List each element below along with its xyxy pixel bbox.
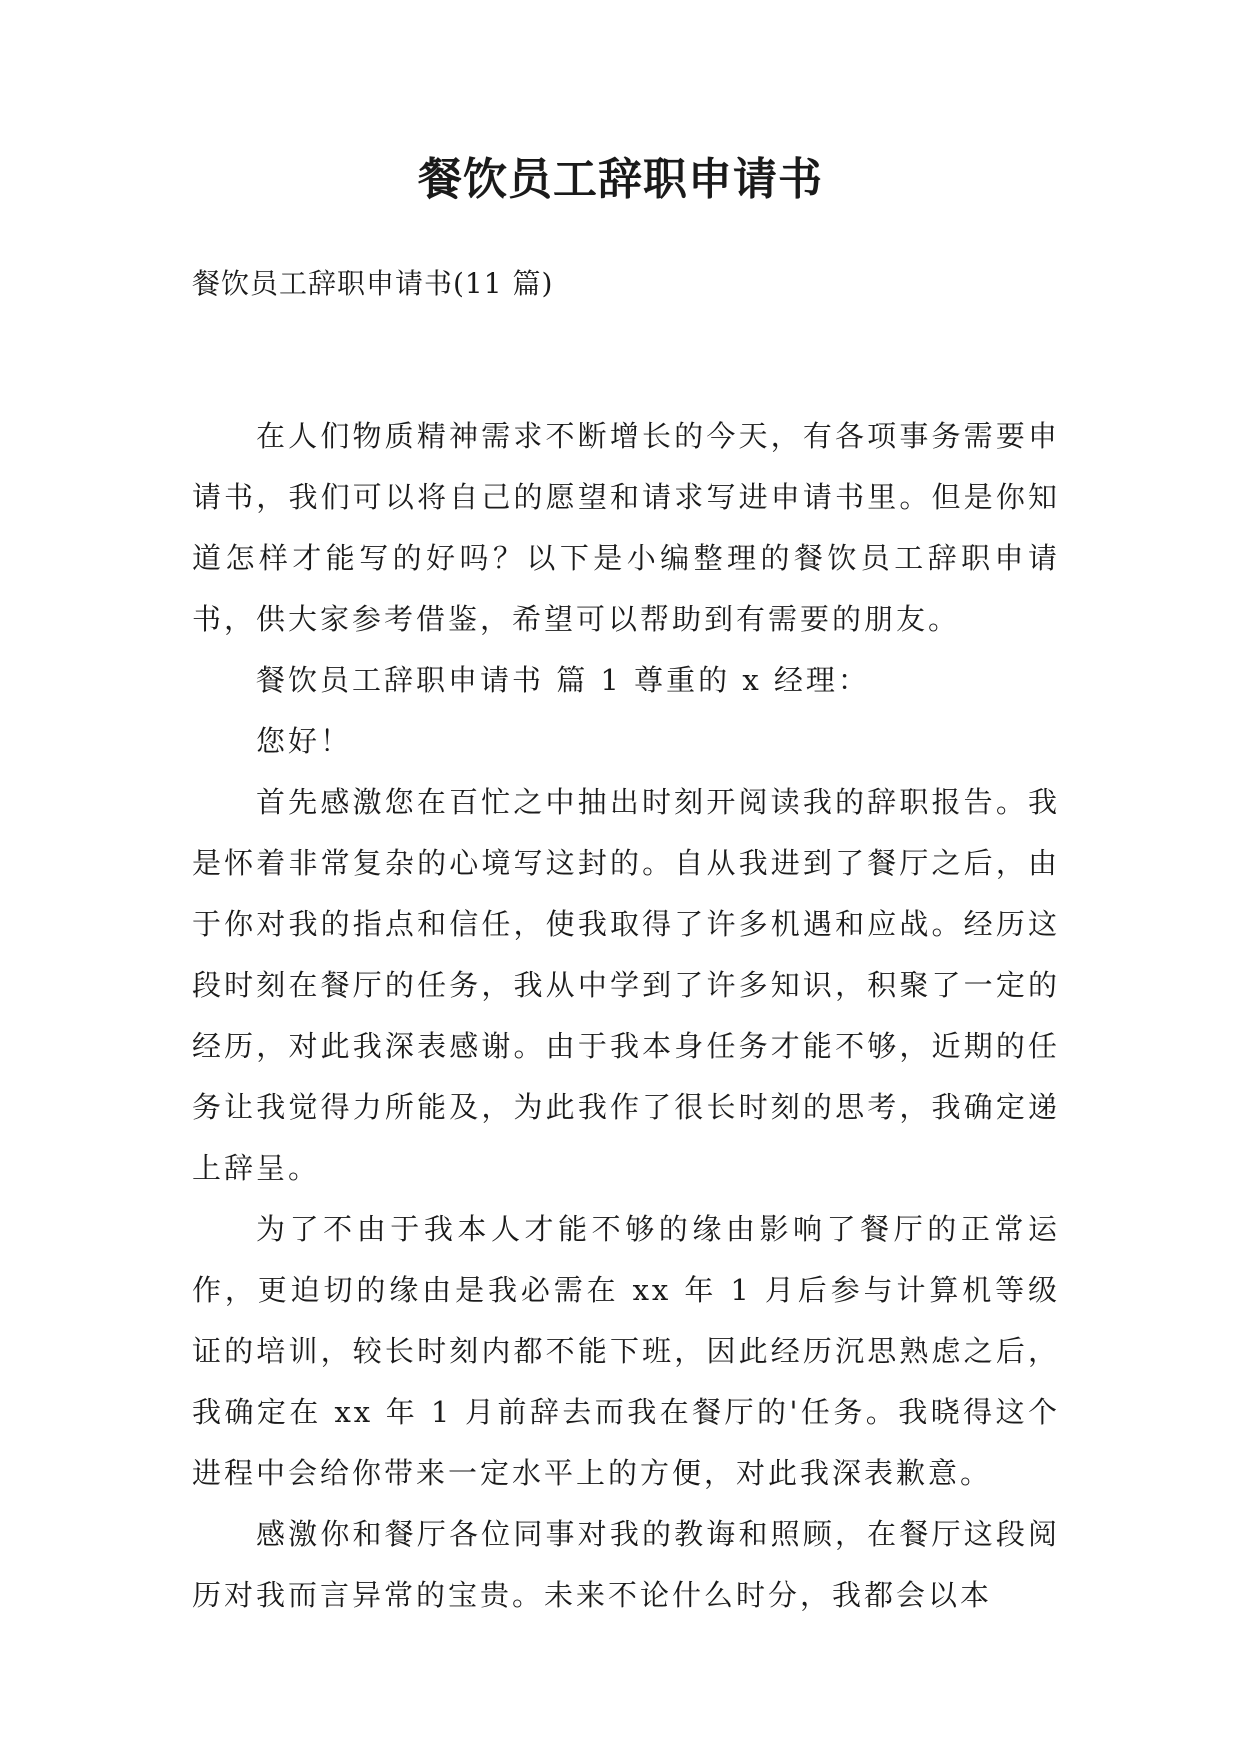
document-body — [192, 406, 1060, 1626]
document-subtitle: 餐饮员工辞职申请书(11 篇) — [192, 267, 554, 300]
paragraph-heading-salutation: 餐饮员工辞职申请书 篇 1 尊重的 x 经理： — [256, 663, 870, 697]
paragraph-greeting: 您好！ — [256, 724, 353, 758]
paragraph-thanks: 首先感激您在百忙之中抽出时刻开阅读我的辞职报告。我是怀着非常复杂的心境写这封的。自从我进到了餐厅之后，由于你对我的指点和信任，使我取得了许多机遇和应战。经历这段时刻在餐厅的任务，我从中学到了许多知识，积聚了一定的经历，对此我深表感谢。由于我本身任务才能不够，近期的任务让我觉得力所能及，为此我作了很长时刻的思考，我确定递上辞呈。 — [192, 785, 1060, 1185]
paragraph-intro: 在人们物质精神需求不断增长的今天，有各项事务需要申请书，我们可以将自己的愿望和请求写进申请书里。但是你知道怎样才能写的好吗？以下是小编整理的餐饮员工辞职申请书，供大家参考借鉴，希望可以帮助到有需要的朋友。 — [192, 419, 1060, 636]
paragraph-gratitude: 感激你和餐厅各位同事对我的教诲和照顾，在餐厅这段阅历对我而言异常的宝贵。未来不论什么时分，我都会以本 — [192, 1517, 1060, 1612]
document-title: 餐饮员工辞职申请书 — [418, 154, 823, 205]
paragraph-reason: 为了不由于我本人才能不够的缘由影响了餐厅的正常运作，更迫切的缘由是我必需在 xx 年 1 月后参与计算机等级证的培训，较长时刻内都不能下班，因此经历沉思熟虑之后，我确定在 xx 年 1 月前辞去而我在餐厅的'任务。我晓得这个进程中会给你带来一定水平上的方便，对此我深表歉意。 — [192, 1212, 1060, 1490]
